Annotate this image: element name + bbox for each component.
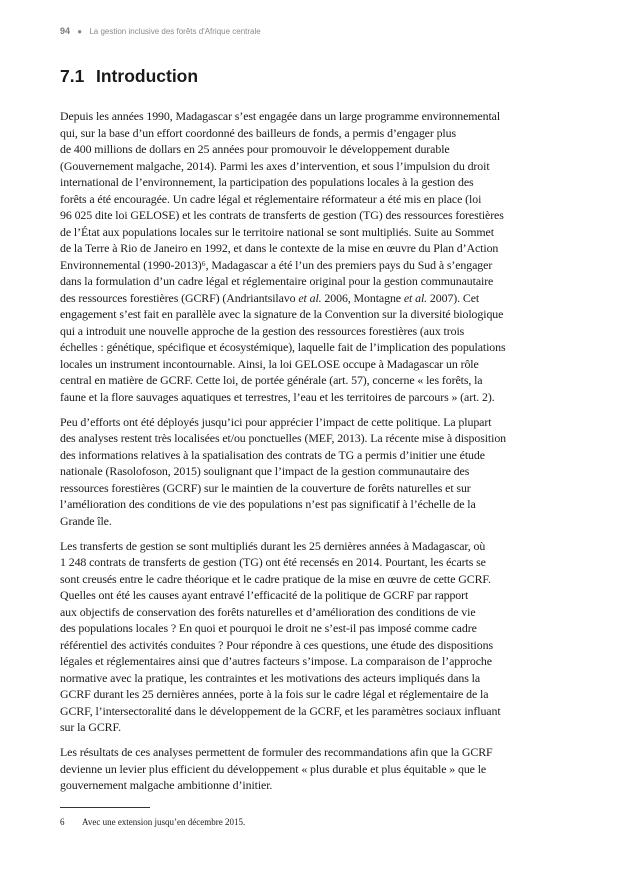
- text-line: sur la GCRF.: [60, 720, 121, 734]
- footnote: [60, 817, 245, 827]
- text-line: des ressources forestières (GCRF) (Andriantsilavo et al. 2006, Montagne et al. 2007). Cet: [60, 290, 480, 305]
- text-line: gouvernement malgache ambitionne d’initier.: [60, 778, 273, 792]
- text-line: GCRF, l’intersectoralité dans le développement de la GCRF, et les paramètres sociaux influant: [60, 703, 501, 718]
- text-line: qui, sur la base d’un effort coordonné des bailleurs de fonds, a permis d’engager plus: [60, 125, 457, 140]
- paragraph: [60, 108, 570, 405]
- text-line: Environnemental (1990-2013)⁶, Madagascar a été l’un des premiers pays du Sud à s’engager: [60, 257, 493, 272]
- text-line: Les transferts de gestion se sont multipliés durant les 25 dernières années à Madagascar, où: [60, 538, 486, 553]
- text-line: aux objectifs de conservation des forêts naturelles et d’amélioration des conditions de vie: [60, 604, 476, 619]
- text-line: 1 248 contrats de transferts de gestion (TG) ont été recensés en 2014. Pourtant, les écarts se: [60, 555, 486, 569]
- paragraph: [60, 538, 570, 736]
- text-line: Les résultats de ces analyses permettent de formuler des recommandations afin que la GCRF: [60, 745, 493, 759]
- footnote-number: 6: [60, 817, 65, 827]
- text-line: échelles : génétique, spécifique et écosystémique), laquelle fait de l’implication des populations: [60, 340, 506, 354]
- text-line: légales et réglementaires ainsi que d’autres facteurs s’impose. La comparaison de l’approche: [60, 654, 492, 668]
- text-line: (Gouvernement malgache, 2014). Parmi les axes d’intervention, et sous l’impulsion du droit: [60, 158, 490, 173]
- running-title: La gestion inclusive des forêts d'Afrique centrale: [89, 27, 261, 36]
- text-line: de 400 millions de dollars en 25 années pour promouvoir le développement durable: [60, 142, 450, 156]
- text-line: engagement s’est fait en parallèle avec la signature de la Convention sur la diversité biologique: [60, 307, 504, 321]
- text-line: locales un instrument incontournable. Ainsi, la loi GELOSE occupe à Madagascar un rôle: [60, 356, 479, 371]
- text-line: Grande île.: [60, 513, 112, 528]
- text-line: des analyses restent très localisées et/ou ponctuelles (MEF, 2013). La récente mise à disposition: [60, 431, 507, 445]
- page-number: 94: [60, 26, 71, 36]
- text-line: GCRF durant les 25 dernières années, porte à la fois sur le cadre légal et réglementaire de la: [60, 687, 489, 701]
- text-line: de la Terre à Rio de Janeiro en 1992, et dans le contexte de la mise en œuvre du Plan d’Action: [60, 241, 499, 255]
- text-line: faune et la flore sauvages aquatiques et terrestres, l’eau et les territoires de parcours » (art. 2).: [60, 389, 495, 404]
- text-line: dans la formulation d’un cadre légal et réglementaire original pour la gestion communautaire: [60, 274, 494, 288]
- et-al-italic: et al.: [298, 290, 322, 305]
- text-line: de l’État aux populations locales sur le territoire national se sont multipliés. Suite au Sommet: [60, 224, 494, 239]
- text-line: forêts a été encouragée. Un cadre légal et réglementaire réformateur a été mis en place (loi: [60, 191, 482, 206]
- text-line: des informations relatives à la spatialisation des contrats de TG a permis d’initier une étude: [60, 447, 485, 462]
- running-header: [60, 26, 261, 36]
- text-line: nationale (Rasolofoson, 2015) soulignant que l’impact de la gestion communautaire des: [60, 464, 470, 478]
- text-line: devienne un levier plus efficient du développement « plus durable et plus équitable » que le: [60, 761, 487, 776]
- text-line: sont creusés entre le cadre théorique et le cadre pratique de la mise en œuvre de cette GCRF.: [60, 571, 491, 586]
- text-line: international de l’environnement, la participation des populations locales à la gestion des: [60, 175, 474, 189]
- footnote-divider: [60, 807, 150, 808]
- et-al-italic: et al.: [403, 290, 428, 305]
- header-bullet: ●: [77, 27, 83, 36]
- section-title: Introduction: [96, 66, 199, 86]
- section-number: 7.1: [60, 66, 85, 86]
- text-line: Quelles ont été les causes ayant entravé l’efficacité de la politique de GCRF par rapport: [60, 588, 469, 602]
- text-line: normative avec la pratique, les contraintes et les motivations des acteurs impliqués dans la: [60, 670, 481, 685]
- footnote-text: Avec une extension jusqu’en décembre 2015.: [82, 817, 246, 827]
- text-line: des populations locales ? En quoi et pourquoi le droit ne s’est-il pas imposé comme cadre: [60, 621, 477, 635]
- text-line: l’amélioration des conditions de vie des populations n’est pas significatif à l’échelle de la: [60, 497, 476, 511]
- section-heading: [60, 66, 198, 87]
- text-line: 96 025 dite loi GELOSE) et les contrats de transferts de gestion (TG) des ressources forestières: [60, 208, 504, 222]
- text-line: Peu d’efforts ont été déployés jusqu’ici pour apprécier l’impact de cette politique. La plupart: [60, 414, 492, 429]
- text-line: référentiel des activités conduites ? Pour répondre à ces questions, une étude des dispositions: [60, 637, 493, 652]
- paragraph: [60, 744, 570, 794]
- text-line: Depuis les années 1990, Madagascar s’est engagée dans un large programme environnemental: [60, 109, 501, 123]
- text-line: qui a introduit une nouvelle approche de la gestion des ressources forestières (aux trois: [60, 323, 465, 338]
- body-text: [60, 108, 570, 802]
- text-line: ressources forestières (GCRF) sur le maintien de la couverture de forêts naturelles et sur: [60, 480, 471, 495]
- paragraph: [60, 414, 570, 530]
- text-line: central en matière de GCRF. Cette loi, de portée générale (art. 57), concerne « les forêts, la: [60, 373, 483, 387]
